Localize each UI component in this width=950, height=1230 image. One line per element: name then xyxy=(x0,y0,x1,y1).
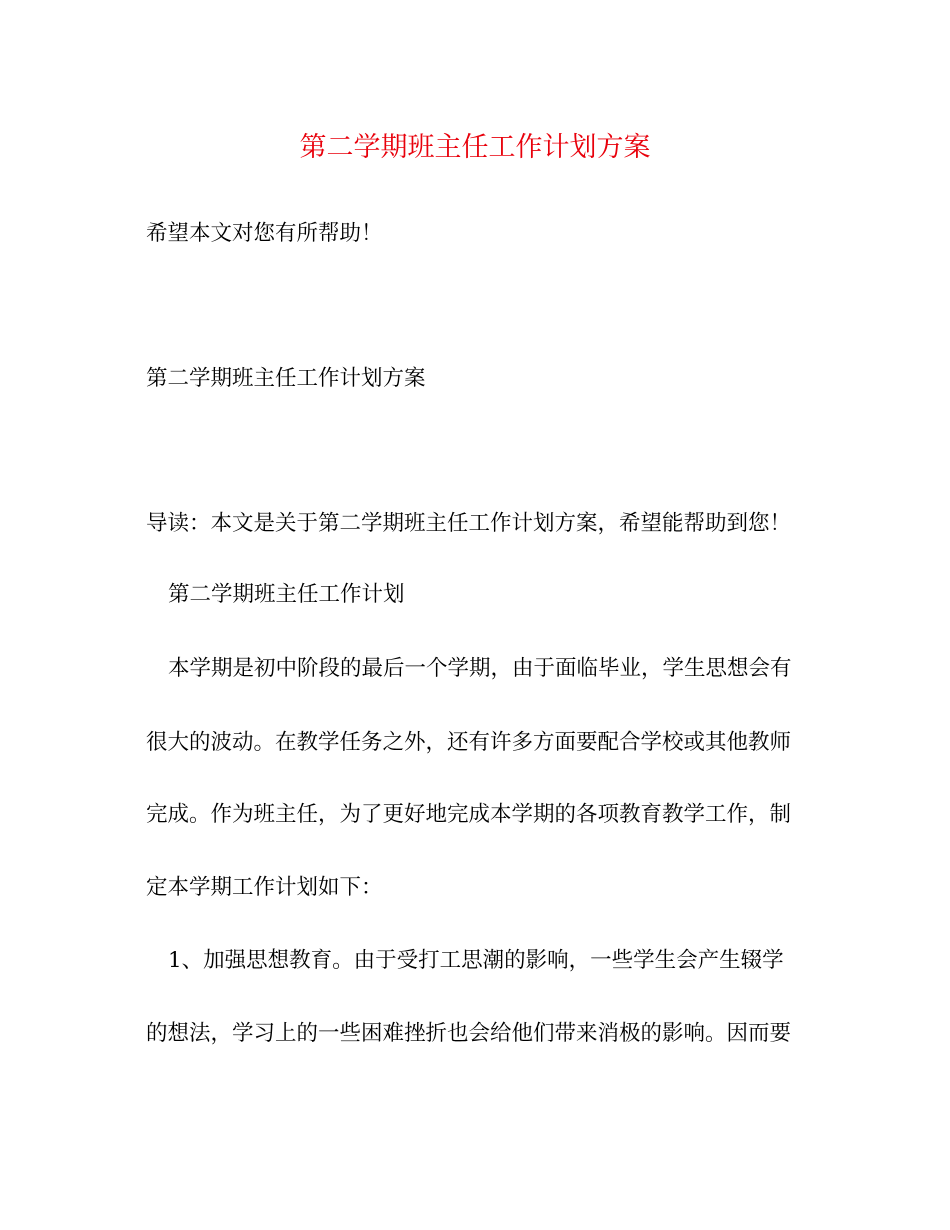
document-title: 第二学期班主任工作计划方案 xyxy=(299,132,651,163)
paragraph-line: 1、加强思想教育。由于受打工思潮的影响，一些学生会产生辍学 xyxy=(168,948,784,973)
paragraph-line: 很大的波动。在教学任务之外，还有许多方面要配合学校或其他教师 xyxy=(146,730,792,755)
section-heading: 第二学期班主任工作计划 xyxy=(168,582,405,607)
paragraph-line: 的想法，学习上的一些困难挫折也会给他们带来消极的影响。因而要 xyxy=(146,1021,792,1046)
paragraph-line: 完成。作为班主任，为了更好地完成本学期的各项教育教学工作，制 xyxy=(146,802,792,827)
paragraph-line: 定本学期工作计划如下： xyxy=(146,875,383,900)
paragraph-line: 本学期是初中阶段的最后一个学期，由于面临毕业，学生思想会有 xyxy=(168,656,792,681)
intro-line: 希望本文对您有所帮助！ xyxy=(146,221,383,246)
subtitle-line: 第二学期班主任工作计划方案 xyxy=(146,366,426,391)
guide-line: 导读：本文是关于第二学期班主任工作计划方案，希望能帮助到您！ xyxy=(146,511,792,536)
